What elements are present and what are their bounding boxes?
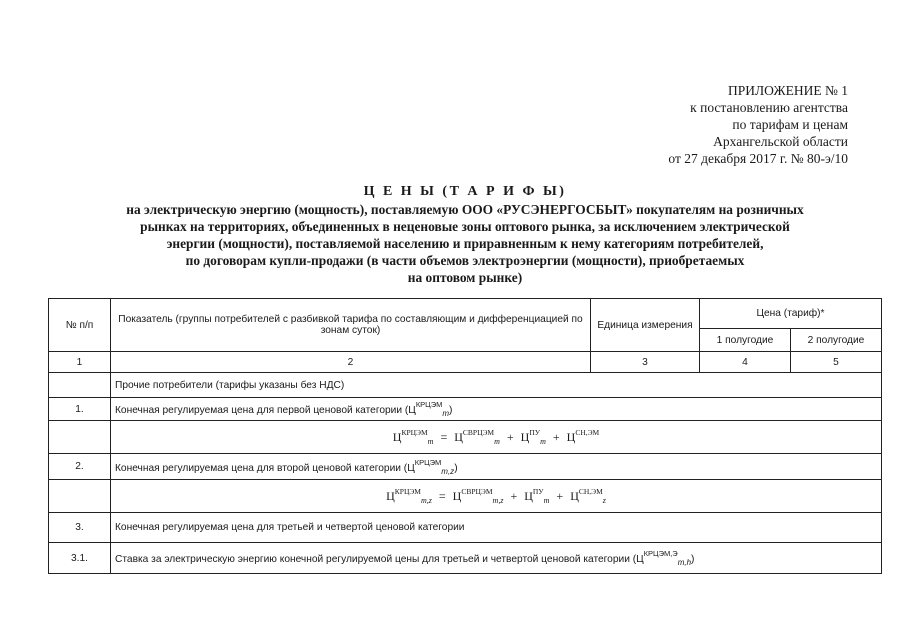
header-indicator: Показатель (группы потребителей с разбивкой тарифа по составляющим и дифференциацией по зонам суток) — [111, 299, 591, 352]
header-half-1: 1 полугодие — [700, 329, 791, 352]
header-price: Цена (тариф)* — [700, 299, 882, 329]
table-row — [49, 373, 882, 398]
table-row — [49, 480, 882, 513]
table-row — [49, 454, 882, 480]
row-label: Ставка за электрическую энергию конечной регулируемой цены для третьей и четвертой ценовой категории $(Ц^{КРЦЭМ,Э}_{m,h})$ — [111, 543, 882, 574]
tariff-table — [48, 298, 882, 574]
appendix-line: Архангельской области — [713, 134, 848, 149]
appendix-line: к постановлению агентства — [690, 100, 848, 115]
appendix-line: по тарифам и ценам — [732, 117, 848, 132]
row-number: 3. — [49, 513, 111, 543]
header-half-2: 2 полугодие — [791, 329, 882, 352]
header-num: № п/п — [49, 299, 111, 352]
row-label: Конечная регулируемая цена для первой ценовой категории $(Ц^{КРЦЭМ}_m)$ — [111, 398, 882, 421]
appendix-date: от 27 декабря 2017 г. № 80-э/10 — [668, 151, 848, 166]
title-line: на оптовом рынке) — [407, 270, 523, 285]
column-number: 1 — [49, 352, 111, 373]
title-line: энергии (мощности), поставляемой населению и приравненным к нему категориям потребителей, — [166, 236, 764, 251]
column-number: 4 — [700, 352, 791, 373]
table-row — [49, 421, 882, 454]
column-number: 3 — [591, 352, 700, 373]
appendix-header — [668, 82, 848, 167]
title-heading: Ц Е Н Ы (Т А Р И Ф Ы) — [363, 184, 567, 199]
column-number: 5 — [791, 352, 882, 373]
header-unit: Единица измерения — [591, 299, 700, 352]
row-label: Конечная регулируемая цена для второй ценовой категории $(Ц^{КРЦЭМ}_{m,z})$ — [111, 454, 882, 480]
row-number: 1. — [49, 398, 111, 421]
document-title — [40, 183, 890, 286]
appendix-title: ПРИЛОЖЕНИЕ № 1 — [727, 83, 848, 98]
column-number-row — [49, 352, 882, 373]
column-number: 2 — [111, 352, 591, 373]
table-row — [49, 513, 882, 543]
table-header-row — [49, 299, 882, 329]
row-number: 2. — [49, 454, 111, 480]
title-line: рынках на территориях, объединенных в неценовые зоны оптового рынка, за исключением электрической — [140, 219, 790, 234]
table-row — [49, 398, 882, 421]
title-line: на электрическую энергию (мощность), поставляемую ООО «РУСЭНЕРГОСБЫТ» покупателям на розничных — [126, 202, 804, 217]
formula-first-category: $Ц^{КРЦЭМ}_m = Ц^{СВРЦЭМ}_m + Ц^{ПУ}_m + Ц^{СН,ЭМ}$ — [111, 421, 882, 454]
title-line: по договорам купли-продажи (в части объемов электроэнергии (мощности), приобретаемых — [185, 253, 745, 268]
table-row — [49, 543, 882, 574]
formula-second-category: $Ц^{КРЦЭМ}_{m,z} = Ц^{СВРЦЭМ}_{m,z} + Ц^{ПУ}_m + Ц^{СН,ЭМ}_z$ — [111, 480, 882, 513]
row-number: 3.1. — [49, 543, 111, 574]
section-label: Прочие потребители (тарифы указаны без НДС) — [111, 373, 882, 398]
row-label: Конечная регулируемая цена для третьей и четвертой ценовой категории — [111, 513, 882, 543]
